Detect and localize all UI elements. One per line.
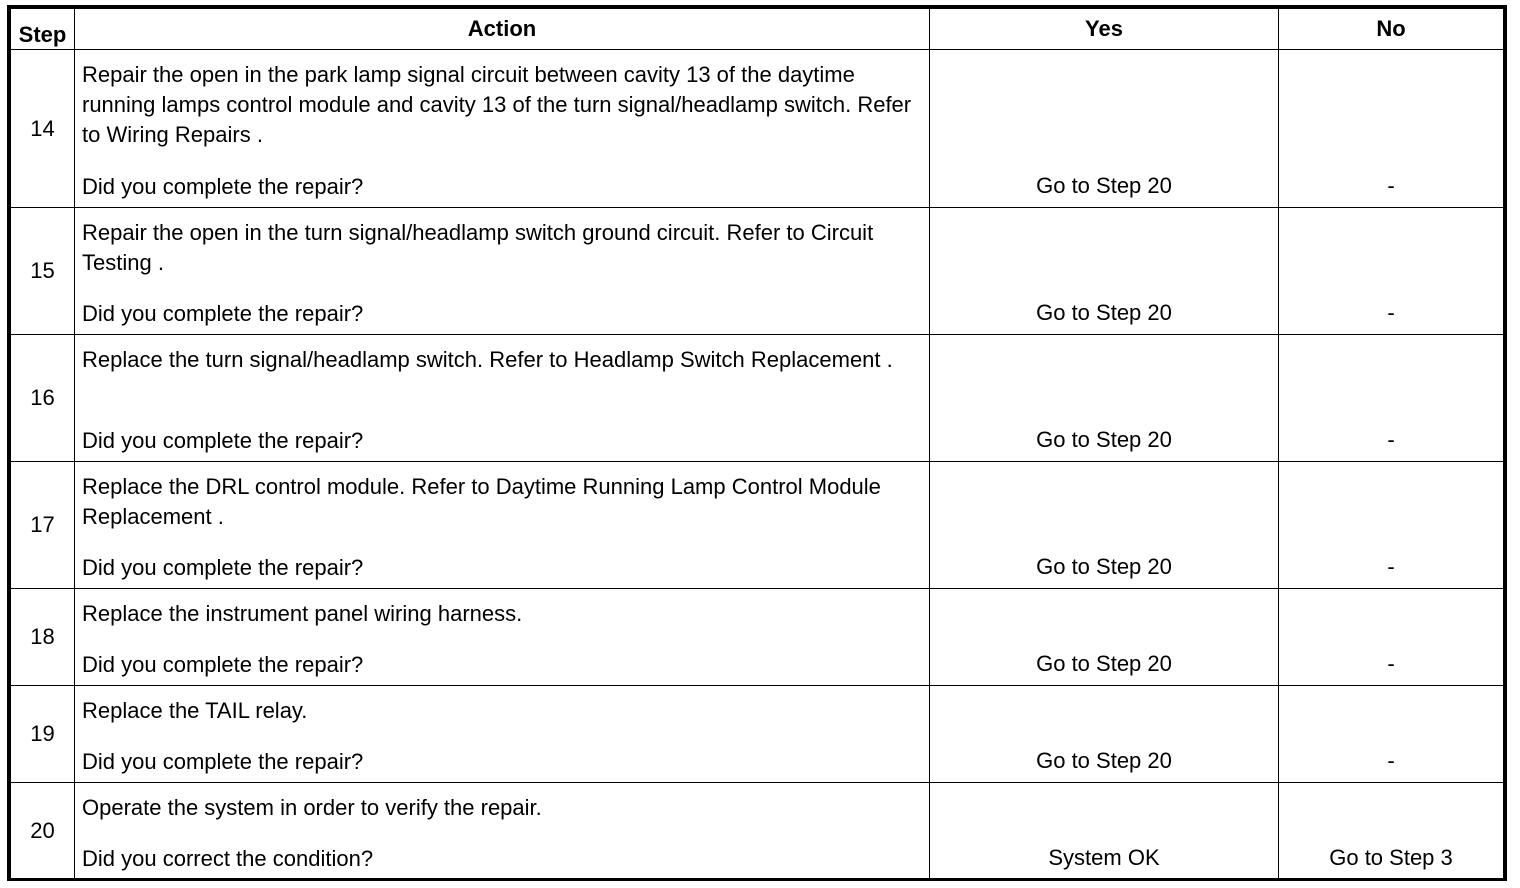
no-result: - [1279,589,1504,686]
yes-result: Go to Step 20 [930,335,1279,462]
table-row [11,208,1504,335]
table-header-row [11,9,1504,50]
table-row [11,335,1504,462]
action-question: Did you complete the repair? [82,652,364,677]
step-number: 20 [11,783,75,880]
action-cell [75,462,930,589]
action-instruction: Repair the open in the park lamp signal circuit between cavity 13 of the daytime running lamps control module and cavity 13 of the turn signal/headlamp switch. Refer to Wiring Repairs . [82,62,912,147]
action-instruction: Operate the system in order to verify the repair. [82,795,542,820]
yes-result: Go to Step 20 [930,589,1279,686]
action-cell [75,335,930,462]
column-header-no: No [1279,9,1504,50]
action-cell [75,686,930,783]
action-cell [75,589,930,686]
action-question: Did you correct the condition? [82,846,374,871]
no-result: Go to Step 3 [1279,783,1504,880]
action-instruction: Replace the DRL control module. Refer to Daytime Running Lamp Control Module Replacement . [82,474,881,529]
action-cell [75,208,930,335]
action-cell [75,783,930,880]
table-row [11,462,1504,589]
action-instruction: Replace the instrument panel wiring harness. [82,601,523,626]
no-result: - [1279,462,1504,589]
yes-result: Go to Step 20 [930,208,1279,335]
step-number: 19 [11,686,75,783]
action-instruction: Repair the open in the turn signal/headlamp switch ground circuit. Refer to Circuit Testing . [82,220,874,275]
action-question: Did you complete the repair? [82,174,364,199]
yes-result: System OK [930,783,1279,880]
action-question: Did you complete the repair? [82,428,364,453]
diagnostic-table-frame [7,5,1507,881]
action-question: Did you complete the repair? [82,749,364,774]
column-header-yes: Yes [930,9,1279,50]
no-result: - [1279,686,1504,783]
action-instruction: Replace the turn signal/headlamp switch. Refer to Headlamp Switch Replacement . [82,347,893,372]
no-result: - [1279,335,1504,462]
table-row [11,783,1504,880]
no-result: - [1279,208,1504,335]
step-number: 18 [11,589,75,686]
diagnostic-steps-table [10,8,1504,880]
action-instruction: Replace the TAIL relay. [82,698,308,723]
table-row [11,686,1504,783]
action-question: Did you complete the repair? [82,555,364,580]
yes-result: Go to Step 20 [930,686,1279,783]
column-header-step: Step [11,9,75,50]
step-number: 17 [11,462,75,589]
step-number: 14 [11,50,75,208]
column-header-action: Action [75,9,930,50]
table-row [11,50,1504,208]
step-number: 15 [11,208,75,335]
yes-result: Go to Step 20 [930,50,1279,208]
step-number: 16 [11,335,75,462]
table-row [11,589,1504,686]
action-question: Did you complete the repair? [82,301,364,326]
no-result: - [1279,50,1504,208]
action-cell [75,50,930,208]
yes-result: Go to Step 20 [930,462,1279,589]
